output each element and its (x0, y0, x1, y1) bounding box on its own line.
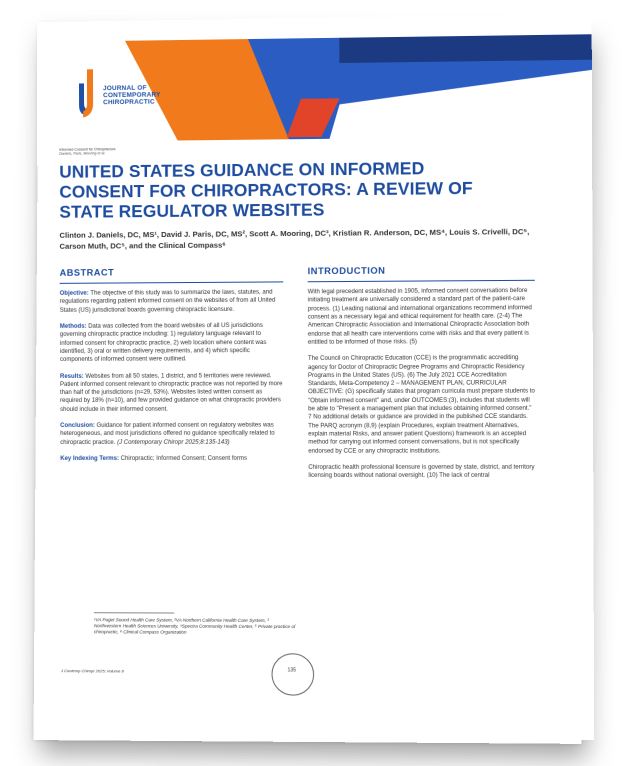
abstract-conclusion (60, 422, 284, 447)
introduction-paragraph-2: The Council on Chiropractic Education (CCE) is the programmatic accrediting agency for Doctor of Chiropractic Degree Programs and Chiropractic Residency Programs in the United States (US). (6) The July 2021 CCE Accreditation Standards, Meta-Competency 2 – MANAGEMENT PLAN, CURRICULAR OBJECTIVE: (G) specifically states that program curricula must prepare students to "Obtain informed consent" and, under OUTCOMES:(3), includes that students will be able to "Present a management plan that includes obtaining informed consent." 7 No additional details or guidance are provided in the published CCE standards. The PARQ acronym (8,9) (explain Procedures, explain treatment Alternatives, explain material Risks, and answer patient Questions) framework is an accepted method for carrying out informed consent conversations, but is not specifically endorsed by CCE or any chiropractic institutions. (307, 355, 535, 455)
page-number: 135 (287, 667, 297, 674)
abstract-heading: ABSTRACT (59, 267, 115, 278)
running-head (59, 147, 115, 156)
banner-navy-shape (339, 34, 591, 63)
introduction-heading: INTRODUCTION (307, 265, 386, 277)
journal-logo-icon (75, 63, 97, 117)
affiliation-footnotes (94, 612, 296, 637)
logo-line-2: CONTEMPORARY (103, 91, 161, 100)
abstract-methods (60, 322, 284, 365)
footnote-text: ¹VA Puget Sound Health Care System, ²VA Northern California Health Care System, ³ Northwestern Health Sciences University, ⁴Spectra Community Health Center, ⁵ Private practice of chiropractic, ⁶ Clinical Compass Organization (93, 616, 296, 636)
conclusion-label: Conclusion: (60, 422, 95, 430)
running-head-authors: Daniels, Paris, Mooring et al. (59, 151, 106, 156)
methods-text: Data was collected from the board websites of all US jurisdictions governing chiropractic practice including: 1) regulatory language relevant to informed consent for chiropractic practice, 2) web location where content was identified, 3) oral or written delivery requirements, and 4) which specific components of informed consent were outlined. (59, 322, 267, 364)
journal-footer: J Contemp Chiropr 2025; Volume 8 (61, 668, 124, 674)
introduction-paragraph-3: Chiropractic health professional licensure is governed by state, district, and territory licensing boards without national oversight. (10) The lack of central (308, 464, 535, 480)
logo-line-3: CHIROPRACTIC (103, 98, 155, 107)
footnote-divider (94, 612, 174, 613)
page-number-circle (271, 653, 314, 696)
introduction-paragraph-1: With legal precedent established in 1905, informed consent conversations before initiating treatment are universally considered a standard part of the patient-care process. (1) Leading national and international organizations recommend informed consent as a necessary legal and ethical requirement for health care. (2-4) The American Chiropractic Association and International Chiropractic Association both endorse that all health care interventions come with risks and that every patient is entitled to be informed of those risks. (5) (307, 288, 532, 346)
journal-logo (75, 60, 186, 122)
running-head-title: Informed Consent for Chiropractors (59, 147, 116, 152)
journal-logo-text (103, 84, 161, 106)
paper-page (37, 14, 594, 740)
methods-label: Methods: (59, 323, 87, 330)
objective-label: Objective: (59, 290, 89, 298)
key-terms-text: Chiropractic; Informed Consent; Consent forms (120, 455, 248, 462)
abstract-objective (60, 289, 284, 315)
key-terms-label: Key Indexing Terms: (60, 455, 119, 462)
logo-line-1: JOURNAL OF (103, 84, 147, 93)
introduction-column (308, 265, 536, 489)
abstract-heading-rule (60, 281, 284, 284)
abstract-key-terms (60, 455, 284, 464)
author-list: Clinton J. Daniels, DC, MS¹, David J. Paris, DC, MS², Scott A. Mooring, DC³, Kristian R. Anderson, DC, MS⁴, Louis S. Crivelli, DC⁵, Carson Muth, DC⁵, and the Clinical Compass⁶ (59, 227, 530, 251)
objective-text: The objective of this study was to summarize the laws, statutes, and regulations regarding patient informed consent on the websites of from all United States (US) jurisdictional boards governing chiropractic licensure. (59, 289, 276, 314)
results-text: Websites from all 50 states, 1 district, and 5 territories were reviewed. Patient informed consent relevant to chiropractic practice was not reported by more than half of the jurisdictions (n=29, 53%). Websites listed written consent as required by 18% (n=10), and few provided guidance on what chiropractic providers should include in their informed consent. (60, 372, 283, 413)
citation-text: (J Contemporary Chiropr 2025;8:135-143) (117, 439, 230, 446)
conclusion-text: Guidance for patient informed consent on regulatory websites was heterogeneous, and most jurisdictions offered no guidance specifically related to chiropractic practice. (60, 422, 275, 446)
abstract-results (60, 372, 284, 414)
introduction-heading-rule (308, 280, 535, 283)
article-title: UNITED STATES GUIDANCE ON INFORMED CONSENT FOR CHIROPRACTORS: A REVIEW OF STATE REGULATOR WEBSITES (59, 158, 473, 222)
results-label: Results: (59, 373, 84, 380)
abstract-column (60, 266, 284, 471)
